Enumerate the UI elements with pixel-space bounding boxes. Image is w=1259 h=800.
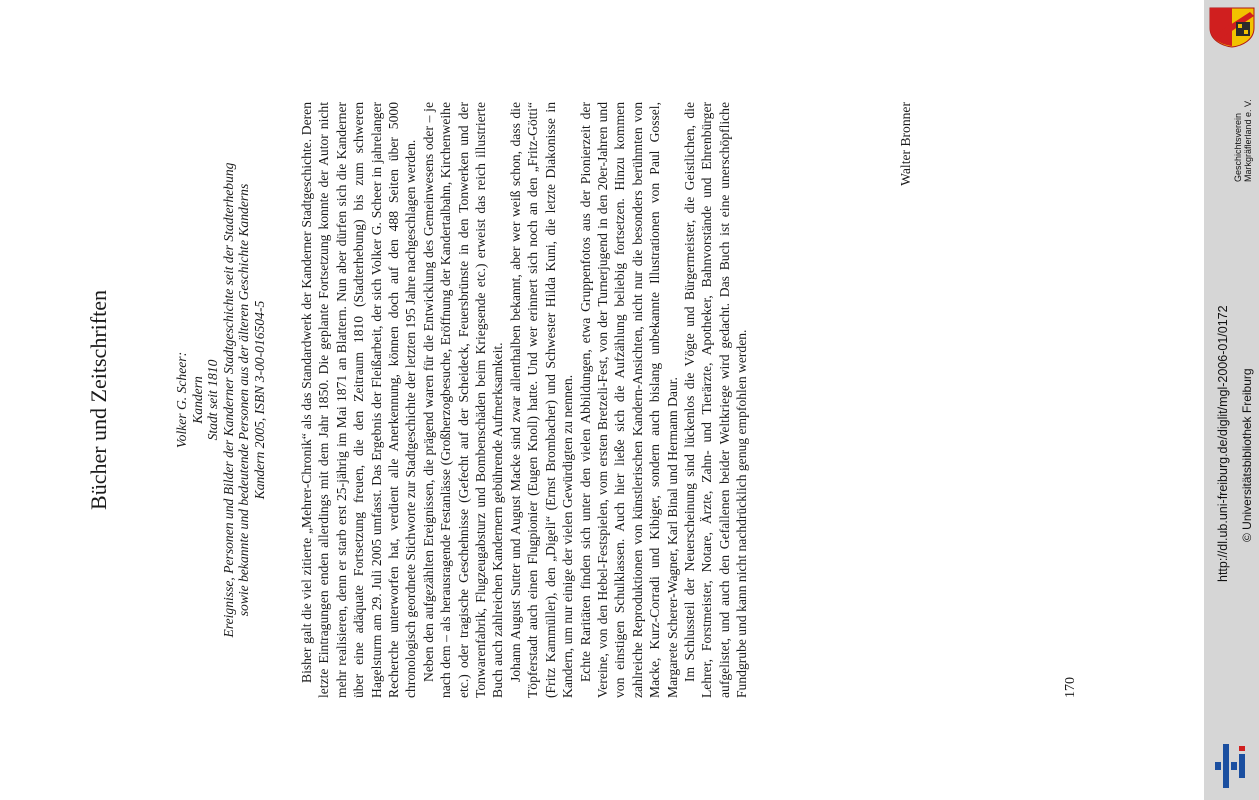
paragraph: Bisher galt die viel zitierte „Mehrer-Chronik“ als das Standardwerk der Kanderner Stadtgeschichte. Deren letzte Eintragungen enden allerdings mit dem Jahr 1850. Die geplante Fortsetzung konnte der Autor nicht mehr realisieren, denn er starb erst 25-jährig im Mai 1871 an Blattern. Nun aber dürfen sich die Kanderner über eine adäquate Fortsetzung freuen, die den Zeitraum 1810 (Stadterhebung) bis zum schweren Hagelsturm am 29. Juli 2005 umfasst. Das Ergebnis der Fleißarbeit, der sich Volker G. Scheer in jahrelanger Recherche unterworfen hat, verdient alle Anerkennung, können doch auf den 488 Seiten über 5000 chronologisch geordnete Stichworte zur Stadtgeschichte der letzten 195 Jahre nachgeschlagen werden. xyxy=(299,102,419,698)
paragraph: Im Schlussteil der Neuerscheinung sind lückenlos die Vögte und Bürgermeister, die Geistlichen, die Lehrer, Forstmeister, Notare, Ärzte, Zahn- und Tierärzte, Apotheker, Bahnvorstände und Ehrenbürger aufgelistet, und auch den Gefallenen beider Weltkriege wird gedacht. Das Buch ist eine unerschöpfliche Fundgrube und kann nicht nachdrücklich genug empfohlen werden. xyxy=(681,102,750,698)
page-heading: Bücher und Zeitschriften xyxy=(86,290,111,510)
book-info xyxy=(174,0,268,800)
book-description-line-1: Ereignisse, Personen und Bilder der Kanderner Stadtgeschichte seit der Stadterhebung xyxy=(220,162,236,638)
book-author: Volker G. Scheer: xyxy=(174,351,189,449)
book-publication: Kandern 2005, ISBN 3-00-016504-5 xyxy=(251,300,267,500)
paragraph: Echte Raritäten finden sich unter den vielen Abbildungen, etwa Gruppenfotos aus der Pionierzeit der Vereine, von den Hebel-Festspielen, vom ersten Bretzeli-Fest, von der Turnerjugend in den 20er-Jahren und von einstigen Schulklassen. Auch hier ließe sich die Aufzählung beliebig fortsetzen. Hinzu kommen zahlreiche Reproduktionen von künstlerischen Kandern-Ansichten, nicht nur die besonders berühmten von Macke, Kurz-Corradi und Kibiger, sondern auch bislang unbekannte Illustrationen von Paul Gossel, Margarete Scherer-Wagner, Karl Binal und Hermann Daur. xyxy=(577,102,680,698)
ub-freiburg-logo-icon xyxy=(1214,742,1250,790)
book-subtitle: Stadt seit 1810 xyxy=(205,359,221,441)
society-name-line-1: Geschichtsverein xyxy=(1233,112,1243,182)
paragraph: Neben den aufgezählten Ereignissen, die prägend waren für die Entwicklung des Gemeinwesens oder – je nach dem – als herausragende Festanlässe (Großherzogbesuche, Eröffnung der Kandertalbahn, Kirchenweihe etc.) oder tragische Geschehnisse (Gefecht auf der Scheideck, Feuersbrünste in den Tonwerken und der Tonwarenfabrik, Flugzeugabsturz und Bombenschäden beim Kriegsende etc.) erweist das reich illustrierte Buch auch zahlreichen Kandernern gebührende Aufmerksamkeit. xyxy=(420,102,506,698)
book-description-line-2: sowie bekannte und bedeutende Personen aus der älteren Geschichte Kanderns xyxy=(236,183,252,617)
review-body xyxy=(298,102,751,698)
permalink-url[interactable]: http://dl.ub.uni-freiburg.de/diglit/mgl-2006-01/0172 xyxy=(1216,305,1230,582)
page-number: 170 xyxy=(1063,677,1078,698)
viewer-sidebar xyxy=(1204,0,1259,800)
society-name xyxy=(1233,99,1253,182)
copyright-notice: © Universitätsbibliothek Freiburg xyxy=(1240,368,1254,542)
review-signature: Walter Bronner xyxy=(898,102,913,186)
paragraph: Johann August Sutter und August Macke sind zwar allenthalben bekannt, aber wer weiß schon, dass die Töpferstadt auch einen Flugpionier (Eugen Knoll) hatte. Und wer erinnert sich noch an den „Fritz-Götti“ (Fritz Kammüller), den „Digeli“ (Ernst Brombacher) und Schwester Hilda Kuni, die letzte Diakonisse in Kandern, um nur einige der vielen Gewürdigten zu nennen. xyxy=(507,102,576,698)
book-title: Kandern xyxy=(189,376,205,424)
society-name-line-2: Markgräflerland e. V. xyxy=(1243,99,1253,182)
coat-of-arms-icon xyxy=(1208,6,1256,48)
